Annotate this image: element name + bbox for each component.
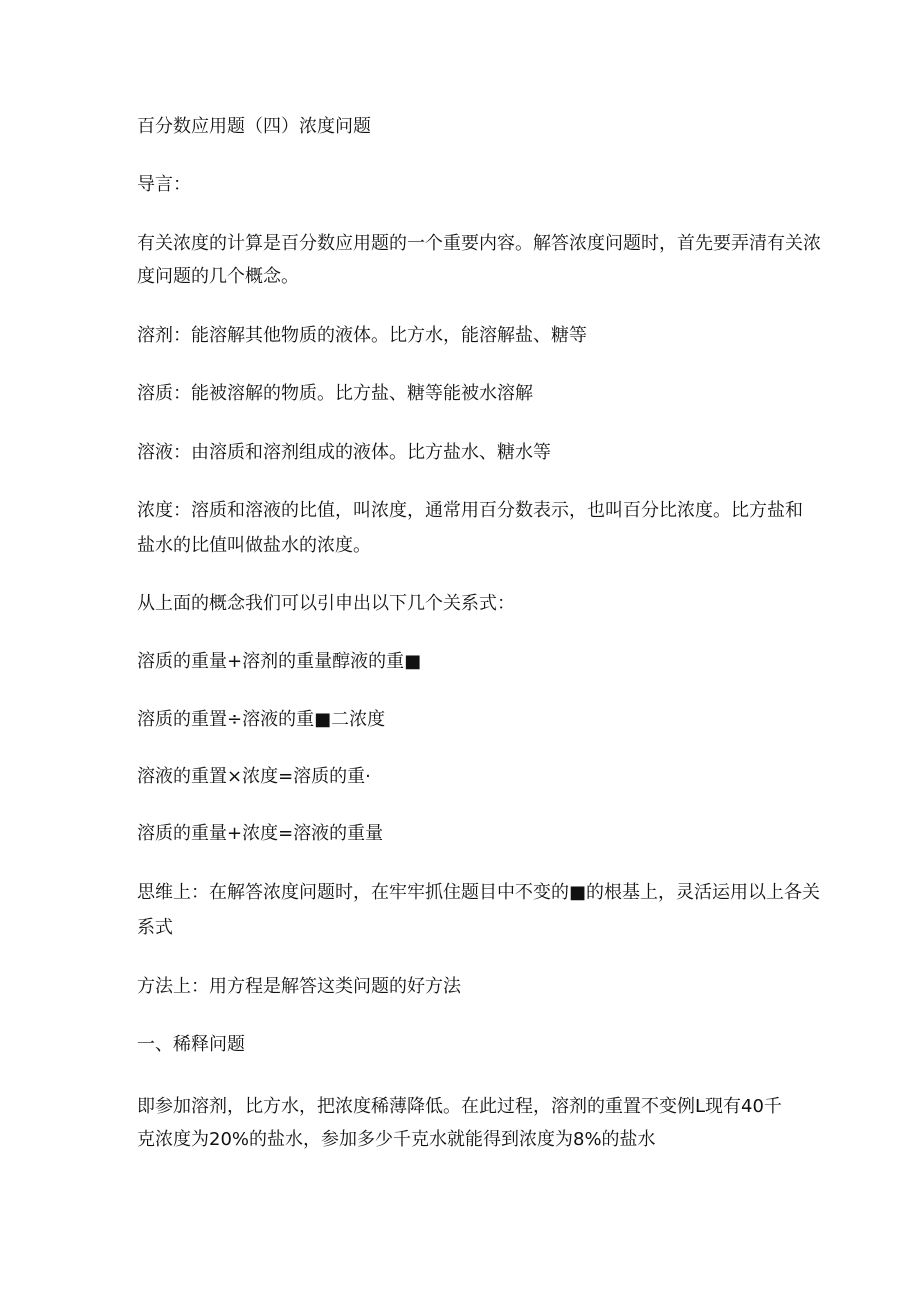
formula-4: 溶质的重量+浓度=溶液的重量 bbox=[137, 823, 384, 844]
intro-paragraph-line-1: 有关浓度的计算是百分数应用题的一个重要内容。解答浓度问题时，首先要弄清有关浓 bbox=[137, 233, 821, 254]
page-title: 百分数应用题（四）浓度问题 bbox=[137, 116, 371, 137]
method-note: 方法上：用方程是解答这类问题的好方法 bbox=[137, 976, 461, 997]
intro-heading: 导言： bbox=[137, 174, 191, 195]
relations-intro: 从上面的概念我们可以引申出以下几个关系式： bbox=[137, 593, 515, 614]
formula-3: 溶液的重置×浓度=溶质的重· bbox=[137, 766, 371, 787]
solution-definition: 溶液：由溶质和溶剂组成的液体。比方盐水、糖水等 bbox=[137, 442, 551, 463]
intro-paragraph-line-2: 度问题的几个概念。 bbox=[137, 266, 299, 287]
thinking-note-line-1: 思维上：在解答浓度问题时，在牢牢抓住题目中不变的■的根基上，灵活运用以上各关 bbox=[137, 882, 821, 903]
solute-definition: 溶质：能被溶解的物质。比方盐、糖等能被水溶解 bbox=[137, 383, 533, 404]
solvent-definition: 溶剂：能溶解其他物质的液体。比方水，能溶解盐、糖等 bbox=[137, 325, 587, 346]
concentration-definition-line-1: 浓度：溶质和溶液的比值，叫浓度，通常用百分数表示，也叫百分比浓度。比方盐和 bbox=[137, 500, 803, 521]
formula-2: 溶质的重置÷溶液的重■二浓度 bbox=[137, 709, 386, 730]
formula-1: 溶质的重量+溶剂的重量醇液的重■ bbox=[137, 651, 422, 672]
concentration-definition-line-2: 盐水的比值叫做盐水的浓度。 bbox=[137, 535, 371, 556]
section-1-title: 一、稀释问题 bbox=[137, 1034, 245, 1055]
section-1-text-line-2: 克浓度为20%的盐水，参加多少千克水就能得到浓度为8%的盐水 bbox=[137, 1129, 656, 1150]
section-1-text-line-1: 即参加溶剂，比方水，把浓度稀薄降低。在此过程，溶剂的重置不变例L现有40千 bbox=[137, 1096, 782, 1117]
thinking-note-line-2: 系式 bbox=[137, 917, 173, 938]
